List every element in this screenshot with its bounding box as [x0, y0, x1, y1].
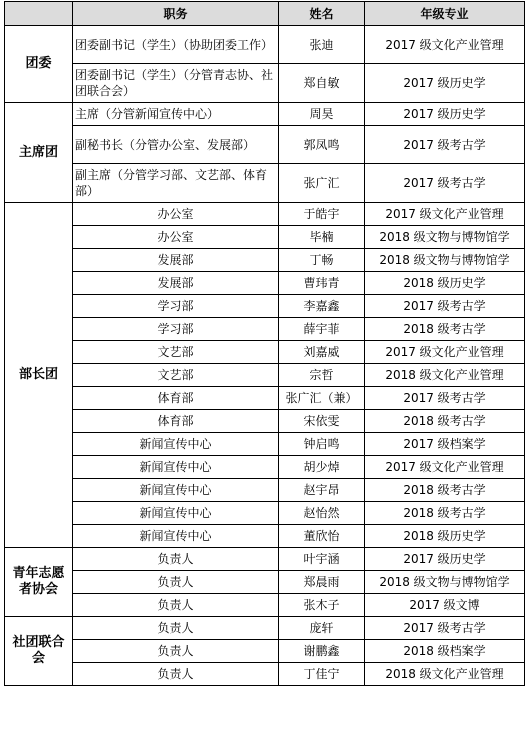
grade-major-cell: 2018 级文物与博物馆学 [365, 571, 525, 594]
name-cell: 钟启鸣 [279, 433, 365, 456]
grade-major-cell: 2018 级历史学 [365, 525, 525, 548]
name-cell: 张迪 [279, 26, 365, 64]
grade-major-cell: 2017 级考古学 [365, 617, 525, 640]
table-row [5, 341, 525, 364]
grade-major-cell: 2017 级文化产业管理 [365, 26, 525, 64]
grade-major-cell: 2018 级文化产业管理 [365, 663, 525, 686]
name-cell: 郑自敏 [279, 64, 365, 103]
header-name: 姓名 [279, 2, 365, 26]
table-row [5, 272, 525, 295]
table-row [5, 571, 525, 594]
position-cell: 新闻宣传中心 [73, 502, 279, 525]
name-cell: 毕楠 [279, 226, 365, 249]
table-row [5, 456, 525, 479]
name-cell: 郑晨雨 [279, 571, 365, 594]
header-position: 职务 [73, 2, 279, 26]
table-row [5, 164, 525, 203]
table-row [5, 295, 525, 318]
position-cell: 发展部 [73, 249, 279, 272]
table-row [5, 318, 525, 341]
name-cell: 赵宇昂 [279, 479, 365, 502]
grade-major-cell: 2017 级文博 [365, 594, 525, 617]
grade-major-cell: 2017 级考古学 [365, 295, 525, 318]
table-row [5, 640, 525, 663]
table-row [5, 548, 525, 571]
roster-table [4, 1, 525, 686]
grade-major-cell: 2017 级考古学 [365, 126, 525, 164]
group-label-club-union: 社团联合会 [5, 617, 73, 686]
name-cell: 张木子 [279, 594, 365, 617]
name-cell: 丁佳宁 [279, 663, 365, 686]
table-row [5, 64, 525, 103]
name-cell: 张广汇 [279, 164, 365, 203]
table-row [5, 663, 525, 686]
table-row [5, 433, 525, 456]
grade-major-cell: 2018 级文物与博物馆学 [365, 226, 525, 249]
header-group [5, 2, 73, 26]
grade-major-cell: 2017 级历史学 [365, 548, 525, 571]
grade-major-cell: 2018 级考古学 [365, 318, 525, 341]
position-cell: 负责人 [73, 640, 279, 663]
table-row [5, 525, 525, 548]
table-row [5, 479, 525, 502]
position-cell: 学习部 [73, 318, 279, 341]
position-cell: 负责人 [73, 617, 279, 640]
name-cell: 薛宇菲 [279, 318, 365, 341]
grade-major-cell: 2017 级考古学 [365, 164, 525, 203]
position-cell: 新闻宣传中心 [73, 433, 279, 456]
position-cell: 新闻宣传中心 [73, 456, 279, 479]
table-row [5, 26, 525, 64]
table-row [5, 103, 525, 126]
name-cell: 刘嘉威 [279, 341, 365, 364]
table-row [5, 502, 525, 525]
table-row [5, 249, 525, 272]
name-cell: 曹玮青 [279, 272, 365, 295]
name-cell: 宗哲 [279, 364, 365, 387]
grade-major-cell: 2017 级文化产业管理 [365, 203, 525, 226]
position-cell: 文艺部 [73, 341, 279, 364]
header-row [5, 2, 525, 26]
position-cell: 负责人 [73, 571, 279, 594]
grade-major-cell: 2017 级历史学 [365, 103, 525, 126]
name-cell: 谢鹏鑫 [279, 640, 365, 663]
header-grade-major: 年级专业 [365, 2, 525, 26]
grade-major-cell: 2017 级文化产业管理 [365, 341, 525, 364]
name-cell: 叶宇涵 [279, 548, 365, 571]
table-row [5, 226, 525, 249]
name-cell: 董欣怡 [279, 525, 365, 548]
name-cell: 庞轩 [279, 617, 365, 640]
position-cell: 负责人 [73, 663, 279, 686]
position-cell: 文艺部 [73, 364, 279, 387]
position-cell: 团委副书记（学生）（协助团委工作） [73, 26, 279, 64]
name-cell: 周昊 [279, 103, 365, 126]
table-row [5, 387, 525, 410]
group-label-ministers: 部长团 [5, 203, 73, 548]
grade-major-cell: 2018 级历史学 [365, 272, 525, 295]
name-cell: 张广汇（兼） [279, 387, 365, 410]
grade-major-cell: 2018 级考古学 [365, 479, 525, 502]
position-cell: 新闻宣传中心 [73, 525, 279, 548]
grade-major-cell: 2017 级历史学 [365, 64, 525, 103]
position-cell: 学习部 [73, 295, 279, 318]
grade-major-cell: 2018 级考古学 [365, 502, 525, 525]
name-cell: 宋依雯 [279, 410, 365, 433]
grade-major-cell: 2018 级文物与博物馆学 [365, 249, 525, 272]
table-row [5, 203, 525, 226]
position-cell: 体育部 [73, 387, 279, 410]
group-label-volunteers: 青年志愿者协会 [5, 548, 73, 617]
position-cell: 团委副书记（学生）（分管青志协、社团联合会） [73, 64, 279, 103]
grade-major-cell: 2017 级文化产业管理 [365, 456, 525, 479]
grade-major-cell: 2018 级考古学 [365, 410, 525, 433]
grade-major-cell: 2018 级档案学 [365, 640, 525, 663]
grade-major-cell: 2017 级档案学 [365, 433, 525, 456]
grade-major-cell: 2018 级文化产业管理 [365, 364, 525, 387]
position-cell: 副秘书长（分管办公室、发展部） [73, 126, 279, 164]
position-cell: 办公室 [73, 203, 279, 226]
table-row [5, 617, 525, 640]
table-row [5, 594, 525, 617]
position-cell: 副主席（分管学习部、文艺部、体育部） [73, 164, 279, 203]
group-label-youth-league: 团委 [5, 26, 73, 103]
group-label-presidium: 主席团 [5, 103, 73, 203]
position-cell: 办公室 [73, 226, 279, 249]
table-row [5, 364, 525, 387]
name-cell: 胡少焯 [279, 456, 365, 479]
name-cell: 于皓宇 [279, 203, 365, 226]
name-cell: 郭凤鸣 [279, 126, 365, 164]
name-cell: 丁畅 [279, 249, 365, 272]
table-row [5, 410, 525, 433]
grade-major-cell: 2017 级考古学 [365, 387, 525, 410]
position-cell: 体育部 [73, 410, 279, 433]
position-cell: 新闻宣传中心 [73, 479, 279, 502]
position-cell: 发展部 [73, 272, 279, 295]
name-cell: 赵怡然 [279, 502, 365, 525]
table-row [5, 126, 525, 164]
name-cell: 李嘉鑫 [279, 295, 365, 318]
position-cell: 负责人 [73, 548, 279, 571]
position-cell: 负责人 [73, 594, 279, 617]
position-cell: 主席（分管新闻宣传中心） [73, 103, 279, 126]
